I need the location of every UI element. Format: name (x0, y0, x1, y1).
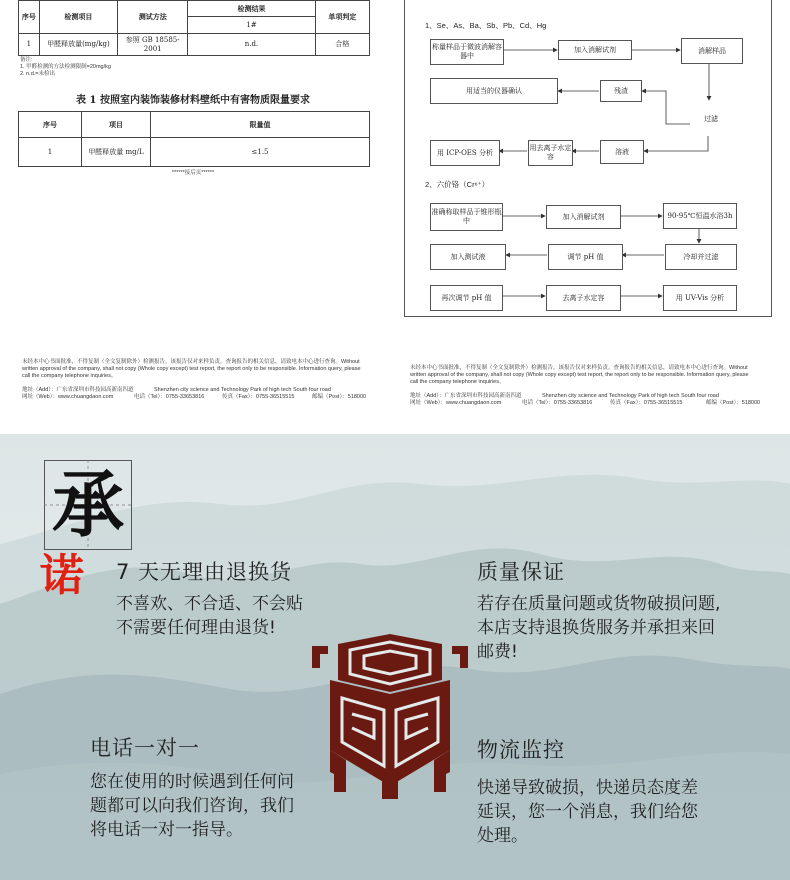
col-no: 序号 (19, 1, 40, 34)
col-method: 测试方法 (118, 1, 188, 34)
box-weigh-sample: 称量样品于微波消解容器中 (430, 39, 504, 65)
section1-title: 1、Se、As、Ba、Sb、Pb、Cd、Hg (425, 21, 547, 30)
text-line: 不喜欢、不合适、不会贴 (116, 594, 303, 614)
report-footer-right (410, 365, 770, 407)
text-line: 将电话一对一指导。 (90, 820, 243, 840)
report-footer-left (22, 359, 372, 401)
box-readjust-ph: 再次调节 pH 值 (430, 285, 503, 311)
footer-web[interactable]: 网址（Web）：www.chuangdaon.com (410, 400, 502, 406)
footer-fax: 传真（Fax）：0755-36515515 (610, 400, 683, 406)
note-line: 1. 甲醛检测的方法检测限制=20mg/kg (20, 64, 111, 70)
flowchart-arrows (0, 0, 790, 320)
text-line: 延误，您一个消息，我们给您 (477, 802, 698, 822)
footer-line: 未经本中心书面批准，不得复制（全文复制除外）检测报告。该报告仅对来样负责。查询报告的相关信息，请致电本中心进行查询。Without (410, 365, 748, 371)
footer-address-en: Shenzhen city science and Technology Park of high tech South four road (542, 393, 719, 399)
col-result: 检测结果 (188, 1, 315, 17)
footer-address: 地址（Add）：广东省深圳市科技园高新南四道 (410, 393, 522, 399)
promise-text-quality (477, 592, 720, 664)
box-weigh-flask: 准确称取样品于锥形瓶中 (430, 203, 503, 231)
box-instrument-confirm: 用适当的仪器确认 (430, 78, 558, 104)
footer-post: 邮编（Post）：518000 (312, 394, 367, 400)
promise-title-logistics: 物流监控 (477, 738, 565, 762)
footer-line: call the company telephone inquiries。 (410, 379, 505, 385)
promise-banner (0, 434, 790, 880)
box-filter: 过滤 (690, 102, 732, 136)
box-deionized-volume-2: 去离子水定容 (546, 285, 621, 311)
ding-seal-icon (308, 634, 472, 799)
section2-title: 2、六价铬（Cr⁶⁺） (425, 180, 490, 189)
footer-fax: 传真（Fax）：0755-36515515 (222, 394, 295, 400)
cell-method: 参照 GB 18585-2001 (118, 33, 188, 55)
col-item: 项目 (82, 112, 151, 138)
footer-tel: 电话（Tel）：0755-33653816 (134, 394, 205, 400)
cell-item: 甲醛释放量 mg/L (82, 138, 151, 167)
promise-logo (44, 460, 132, 550)
cell-no: 1 (19, 33, 40, 55)
text-line: 快递导致破损，快递员态度差 (477, 778, 698, 798)
continued-mark: ******接后页****** (171, 170, 215, 176)
limit-table-title: 表 1 按照室内装饰装修材料壁纸中有害物质限量要求 (76, 95, 310, 106)
footer-line: written approval of the company, shall not copy (Whole copy except) test report, the report only to be responsible. Information query, please (410, 372, 749, 378)
box-add-test-solution: 加入测试液 (430, 244, 506, 270)
text-line: 您在使用的时候遇到任何问 (90, 772, 294, 792)
footer-tel: 电话（Tel）：0755-33653816 (522, 400, 593, 406)
promise-text-phone (90, 770, 294, 842)
note-line: 备注: (20, 57, 33, 63)
footer-web[interactable]: 网址（Web）：www.chuangdaon.com (22, 394, 114, 400)
logo-char-cheng: 承 (51, 462, 124, 547)
text-line: 若存在质量问题或货物破损问题, (477, 594, 721, 614)
footer-line: written approval of the company, shall not copy (Whole copy except) test report, the report only to be responsible. Information query, please (22, 366, 361, 372)
footer-address-en: Shenzhen city science and Technology Park of high tech South four road (154, 387, 331, 393)
col-no: 序号 (19, 112, 82, 138)
logo-char-nuo: 诺 (40, 550, 84, 601)
box-digest-sample: 消解样品 (681, 38, 743, 64)
footer-post: 邮编（Post）：518000 (706, 400, 761, 406)
text-line: 本店支持退换货服务并承担来回 (477, 618, 715, 638)
cell-limit: ≤1.5 (151, 138, 370, 167)
cell-no: 1 (19, 138, 82, 167)
box-residue: 残渣 (600, 80, 642, 102)
promise-title-returns: 7 天无理由退换货 (116, 560, 293, 584)
box-solution: 溶液 (600, 140, 644, 164)
promise-text-returns (116, 592, 303, 640)
footer-line: 未经本中心书面批准，不得复制（全文复制除外）检测报告。该报告仅对来样负责。查询报告的相关信息，请致电本中心进行查询。Without (22, 359, 360, 365)
box-cool-filter: 冷却并过滤 (665, 244, 737, 270)
box-water-bath: 90-95℃恒温水浴3h (663, 203, 737, 229)
promise-title-quality: 质量保证 (477, 560, 565, 584)
col-limit: 限量值 (151, 112, 370, 138)
box-uvvis-analysis: 用 UV-Vis 分析 (663, 285, 737, 311)
text-line: 不需要任何理由退货! (116, 618, 276, 638)
footer-address: 地址（Add）：广东省深圳市科技园高新南四道 (22, 387, 134, 393)
box-add-reagent-2: 加入消解试剂 (546, 205, 621, 229)
box-deionized-volume: 用去离子水定容 (528, 140, 573, 166)
box-add-reagent: 加入消解试剂 (558, 40, 632, 60)
text-line: 处理。 (477, 826, 528, 846)
cell-item: 甲醛释放量(mg/kg) (39, 33, 117, 55)
col-result-sample: 1# (188, 17, 315, 33)
text-line: 邮费! (477, 642, 518, 662)
cell-result: n.d. (188, 33, 315, 55)
col-judge: 单项判定 (315, 1, 369, 34)
box-icp-analysis: 用 ICP-OES 分析 (430, 140, 500, 166)
promise-text-logistics (477, 776, 698, 848)
footer-line: call the company telephone inquiries。 (22, 373, 117, 379)
box-adjust-ph: 调节 pH 值 (548, 244, 623, 270)
note-line: 2. n.d.=未检出 (20, 71, 56, 77)
col-item: 检测项目 (39, 1, 117, 34)
promise-title-phone: 电话一对一 (90, 736, 200, 760)
text-line: 题都可以向我们咨询，我们 (90, 796, 294, 816)
cell-judge: 合格 (315, 33, 369, 55)
